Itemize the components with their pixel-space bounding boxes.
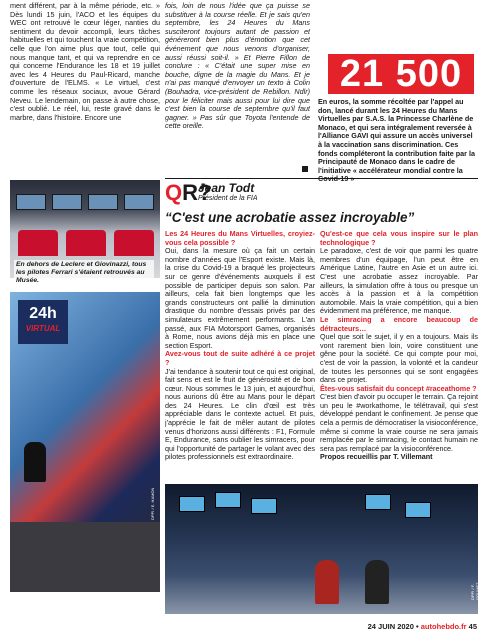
photo-virtual-event [10, 292, 160, 592]
article-text: fois, loin de nous l'idée que ça puisse se substituer à la course réelle. Et je sais qu'en septembre, les 24 Heures du Mans susciteront toujours autant de passion et généreront bien plus d'émotion que cet événement que nous venons d'organiser, aussi réussi soit-il. » Et Pierre Fillon de conclure : « C'était une super mise en bouche, digne de la magie du Mans. Et je n'ai pas manqué d'envoyer un texto à Colin (Bouhadra, vice-président de Rebillon. Ndlr) pour le féliciter mais aussi pour lui dire que c'est bien la course de septembre qu'il faut gagner. » Pas sûr que Toyota l'entende de cette oreille. [165, 2, 310, 131]
article-column-top-left [10, 2, 160, 176]
interview-answer: Oui, dans la mesure où ça fait un certain nombre d'années que l'Esport existe. Mais là, la crise du Covid-19 a braqué les projecteurs sur ce genre d'événements auxquels il est possible de participer depuis son salon. Par ailleurs, cela fait bien longtemps que les grands constructeurs ont pallié la diminution drastique du nombre d'essais privés par des simulateurs extrêmement performants. L'an passé, aux FIA Motorsport Games, organisés à Rome, nous avions déjà mis en place une section Esport. [165, 246, 315, 350]
photo-credit: DPPI / F. GOUMET [470, 582, 480, 600]
logo-sub: VIRTUAL [25, 324, 61, 333]
issue-date: 24 JUIN 2020 [367, 622, 414, 631]
interview-answer: Quel que soit le sujet, il y en a toujours. Mais ils vont rarement bien loin, voire constituent une gêne pour la société. Ce qui compte pour moi, c'est de voir la passion, la volonté et la candeur de toutes les personnes qui se sont engagées dans ce projet. [320, 332, 478, 385]
interview-answer: Le paradoxe, c'est de voir que parmi les quatre membres d'un équipage, l'un peut être en Amérique Latine, l'autre en Asie et un autre ici. C'est une acrobatie assez incroyable. Par ailleurs, la simulation offre à tous ou presque un accès à la passion et à la compétition automobile. Mais la vraie compétition, qui a bien évidemment ma préférence, me manque. [320, 246, 478, 316]
photo-person [24, 442, 46, 482]
interview-question: Qu'est-ce que cela vous inspire sur le plan technologique ? [320, 230, 478, 247]
article-column-top-mid [165, 2, 310, 176]
page-footer [368, 622, 477, 631]
end-of-article-mark [302, 166, 308, 172]
section-rule [165, 178, 478, 179]
interview-question: Êtes-vous satisfait du concept #raceathome ? [320, 383, 477, 393]
interview-headline: “C'est une acrobatie assez incroyable” [165, 210, 415, 225]
event-logo [18, 300, 68, 344]
interview-question: Avez-vous tout de suite adhéré à ce projet ? [165, 349, 315, 367]
qr-logo: QR? [165, 180, 212, 205]
interviewee-title: Président de la FIA [198, 195, 258, 202]
interviewee-name: Jean Todt [198, 181, 255, 195]
footer-separator: • [416, 622, 419, 631]
interview-question: Les 24 Heures du Mans Virtuelles, croyiez-vous cela possible ? [165, 230, 315, 247]
logo-main: 24h [29, 305, 57, 322]
big-number-highlight: 21 500 [328, 54, 474, 94]
interview-question: Le simracing a encore beaucoup de détracteurs… [320, 314, 478, 333]
photo-caption: En dehors de Leclerc et Giovinazzi, tous les pilotes Ferrari s'étaient retrouvés au Musée. [14, 260, 154, 286]
big-number-description: En euros, la somme récoltée par l'appel au don, lancé durant les 24 Heures du Mans Virtuelles par S.A.S. la Princesse Charlène de Monaco, et qui sera intégralement reversée à l'Alliance GAVI qui assure un accès universel à la vaccination sans discrimination. Ces fonds compléteront la contribution faite par la Principauté de Monaco dans le cadre de l'initiative « accélérateur mondial contre la [318, 97, 475, 175]
interview-answer: J'ai tendance à soutenir tout ce qui est original, fait sens et est le fruit de générosité et de bon cœur. Nous sommes le 13 juin, et aujourd'hui, nous aurions dû être au Mans pour le départ des 24 Heures. Le clin d'œil est très appréciable dans le contexte actuel. Et puis, j'apprécie le fait de mêler autant de pilotes venus d'horizons aussi différents : F1, Formule E, Endurance, sans oublier les simracers, pour qui l'opportunité de partager le volant avec des pilotes professionnels est extraordinaire. [165, 366, 315, 462]
photo-credit: DPPI / E. HAMON [150, 487, 155, 520]
interview-column-left [165, 230, 315, 480]
interview-credit: Propos recueillis par T. Villemant [320, 452, 433, 462]
photo-studio-broadcast [165, 484, 478, 614]
interview-answer: C'est bien d'avoir pu occuper le terrain. Ça rejoint un peu le #workathome, le télétravail, qui s'est développé pendant le confinement. Je pense que cela a permis de démocratiser la visioconférence, même si comme la vraie course ne sera jamais remplacée par le simracing, le contact humain ne sera pas remplacé par la visioconférence. [320, 392, 478, 453]
page-number: 45 [468, 622, 477, 631]
interview-column-right [320, 230, 478, 480]
brand-name: autohebdo.fr [420, 622, 467, 631]
photo-floor [10, 522, 160, 592]
article-text: ment différent, par à la même période, etc. » Dès lundi 15 juin, l'ACO et les équipes du WEC ont retrouvé le cœur léger, nanties du sentiment du devoir accompli, leurs tâches habituelles et qui touchent la vraie compétition, celle que l'on aime plus que tout, celle qui nous manque tant, et qui va reprendre en ce qui concerne l'Endurance les 18 et 19 juillet avec les 4 Heures du Paul-Ricard, manche d'ouverture de l'ELMS. « Le virtuel, c'est comme les réseaux sociaux, avoue Gérard Neveu. Le lendemain, on passe à autre chose, c'est oublié. Le réel, lui, reste gravé dans le marbre, dans l'histoire. Encore une [10, 2, 160, 122]
